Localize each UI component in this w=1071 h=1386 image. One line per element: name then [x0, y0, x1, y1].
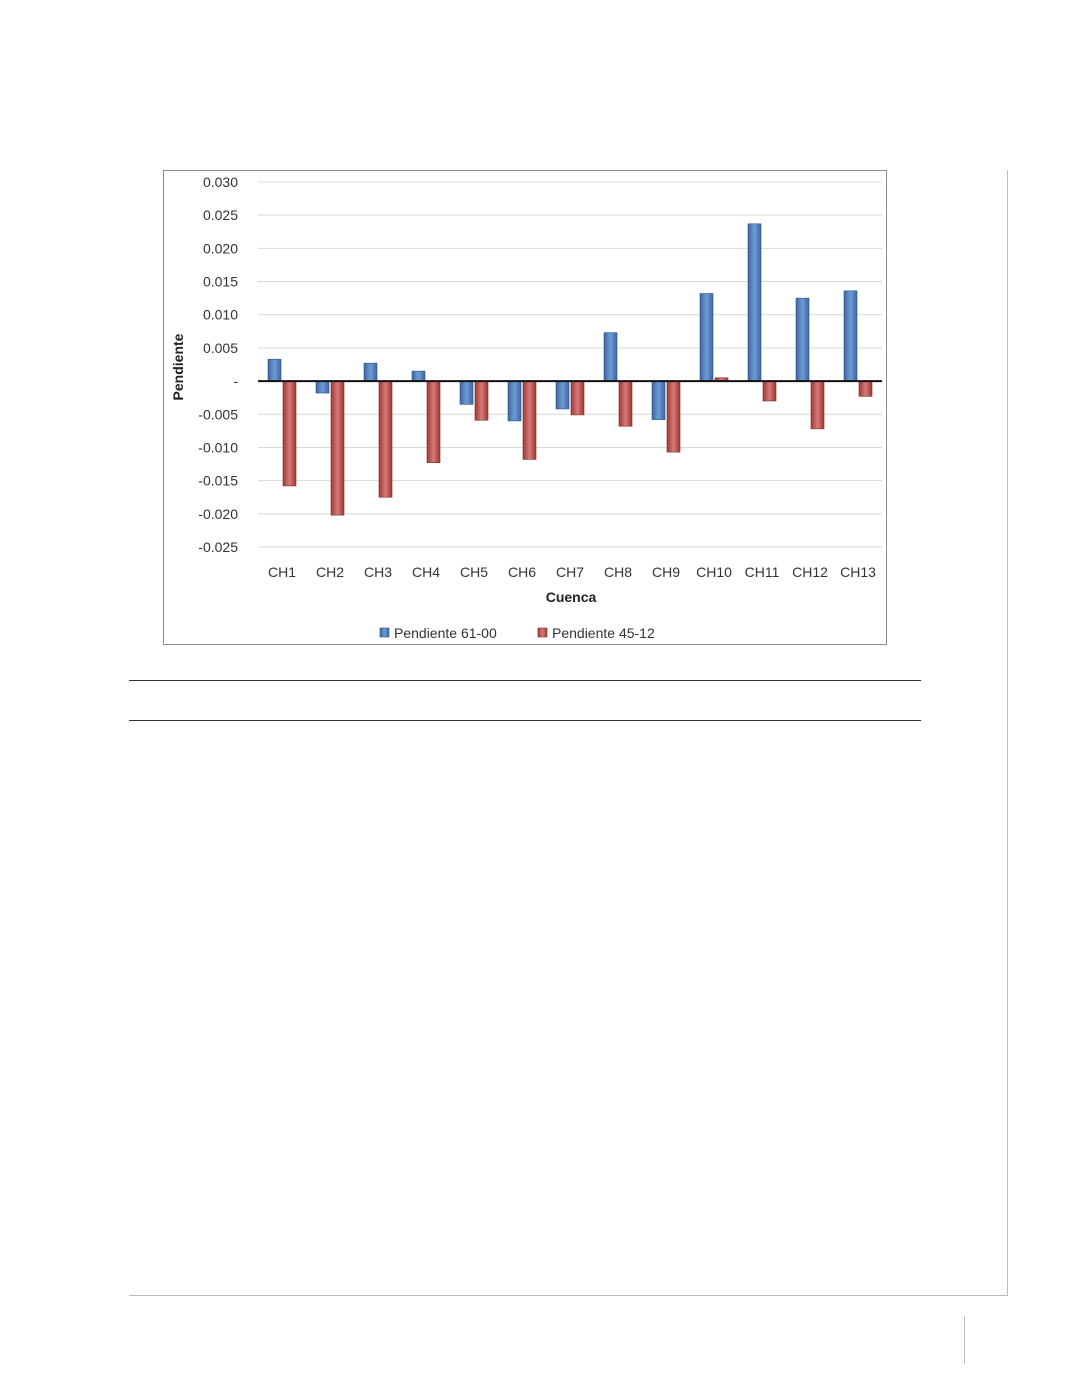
y-tick-label: -0.015 — [198, 472, 238, 489]
x-tick-label: CH10 — [696, 564, 732, 580]
y-tick-label: 0.015 — [202, 273, 238, 290]
bar-pendiente-45-12-ch11 — [763, 381, 776, 401]
bar-pendiente-45-12-ch5 — [475, 381, 488, 420]
bar-pendiente-45-12-ch1 — [283, 381, 296, 486]
bar-chart — [164, 171, 886, 644]
bar-pendiente-61-00-ch5 — [460, 381, 473, 404]
chart-frame — [163, 170, 887, 645]
bar-pendiente-61-00-ch11 — [748, 224, 761, 381]
x-tick-label: CH1 — [267, 564, 297, 580]
y-tick-label: 0.020 — [202, 240, 238, 257]
x-tick-label: CH5 — [459, 564, 489, 580]
x-tick-label: CH11 — [744, 564, 780, 580]
x-tick-label: CH3 — [363, 564, 393, 580]
y-tick-label: - — [233, 373, 238, 390]
y-tick-label: 0.005 — [202, 339, 238, 356]
bar-pendiente-61-00-ch4 — [412, 371, 425, 381]
y-axis-ticks — [198, 174, 238, 555]
y-tick-label: -0.025 — [198, 539, 238, 555]
x-tick-label: CH9 — [651, 564, 681, 580]
x-tick-label: CH2 — [315, 564, 345, 580]
legend-label: Pendiente 45-12 — [552, 625, 655, 641]
bar-pendiente-45-12-ch7 — [571, 381, 584, 415]
bar-pendiente-45-12-ch13 — [859, 381, 872, 396]
footer-divider — [964, 1316, 965, 1364]
bar-pendiente-45-12-ch9 — [667, 381, 680, 452]
bar-pendiente-61-00-ch6 — [508, 381, 521, 421]
x-tick-label: CH13 — [840, 564, 876, 580]
page-border-bottom — [129, 1295, 1008, 1296]
bar-pendiente-61-00-ch7 — [556, 381, 569, 409]
table-rule-top — [129, 680, 921, 681]
bar-pendiente-61-00-ch2 — [316, 381, 329, 393]
page-border-right — [1007, 170, 1008, 1296]
x-tick-label: CH12 — [792, 564, 828, 580]
bar-pendiente-45-12-ch6 — [523, 381, 536, 459]
bar-pendiente-61-00-ch13 — [844, 291, 857, 381]
x-tick-label: CH6 — [507, 564, 537, 580]
bar-pendiente-61-00-ch10 — [700, 293, 713, 381]
x-tick-label: CH8 — [603, 564, 633, 580]
legend-swatch — [538, 628, 547, 637]
bar-pendiente-61-00-ch12 — [796, 298, 809, 381]
bar-pendiente-45-12-ch4 — [427, 381, 440, 463]
table-rule-bottom — [129, 720, 921, 721]
legend-label: Pendiente 61-00 — [394, 625, 497, 641]
bar-pendiente-45-12-ch8 — [619, 381, 632, 426]
x-axis-title: Cuenca — [545, 589, 597, 605]
y-tick-label: 0.025 — [202, 207, 238, 224]
bar-pendiente-61-00-ch9 — [652, 381, 665, 419]
bar-pendiente-61-00-ch1 — [268, 359, 281, 381]
legend-swatch — [380, 628, 389, 637]
x-tick-label: CH7 — [555, 564, 585, 580]
bar-pendiente-61-00-ch3 — [364, 363, 377, 381]
y-tick-label: 0.010 — [202, 306, 238, 323]
legend — [380, 625, 655, 641]
bars — [268, 224, 872, 515]
y-tick-label: -0.010 — [198, 439, 238, 456]
gridlines — [258, 182, 882, 547]
y-tick-label: 0.030 — [202, 174, 238, 190]
bar-pendiente-61-00-ch8 — [604, 333, 617, 381]
x-axis-ticks — [268, 564, 876, 580]
bar-pendiente-45-12-ch12 — [811, 381, 824, 429]
y-axis-title: Pendiente — [170, 333, 186, 401]
bar-pendiente-45-12-ch3 — [379, 381, 392, 497]
y-tick-label: -0.020 — [198, 505, 238, 522]
x-tick-label: CH4 — [411, 564, 441, 580]
bar-pendiente-45-12-ch2 — [331, 381, 344, 515]
y-tick-label: -0.005 — [198, 406, 238, 423]
